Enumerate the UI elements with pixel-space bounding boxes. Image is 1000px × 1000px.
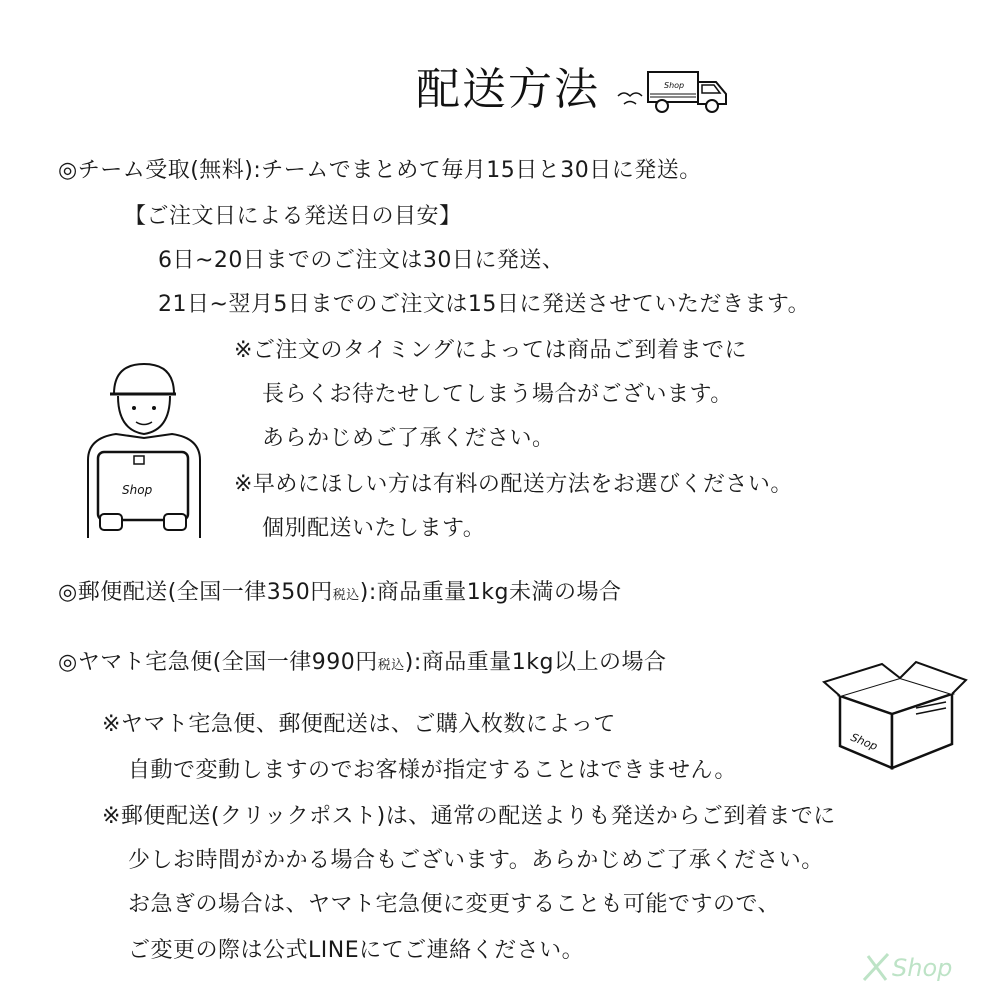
yamato-tax-label: 税込 xyxy=(377,658,405,673)
open-box-icon xyxy=(820,656,970,774)
yamato-delivery-suffix: ):商品重量1kg以上の場合 xyxy=(404,650,667,675)
schedule-subheading: 【ご注文日による発送日の目安】 xyxy=(124,204,462,229)
svg-text:Shop: Shop xyxy=(122,483,153,497)
note-b-line-1: ※郵便配送(クリックポスト)は、通常の配送よりも発送からご到着までに xyxy=(102,804,836,829)
note-b-line-2: 少しお時間がかかる場合もございます。あらかじめご了承ください。 xyxy=(128,848,824,873)
note-b-line-3: お急ぎの場合は、ヤマト宅急便に変更することも可能ですので、 xyxy=(128,892,781,917)
team-note-1c: あらかじめご了承ください。 xyxy=(262,426,555,451)
team-note-1b: 長らくお待たせしてしまう場合がございます。 xyxy=(262,382,733,407)
team-note-2a: ※早めにほしい方は有料の配送方法をお選びください。 xyxy=(234,472,793,497)
yamato-delivery-prefix: ◎ヤマト宅急便(全国一律990円 xyxy=(58,650,378,675)
yamato-delivery-line xyxy=(58,648,667,681)
postal-delivery-prefix: ◎郵便配送(全国一律350円 xyxy=(58,580,333,605)
note-a-line-2: 自動で変動しますのでお客様が指定することはできません。 xyxy=(128,758,737,783)
postal-delivery-suffix: ):商品重量1kg未満の場合 xyxy=(359,580,622,605)
svg-text:Shop: Shop xyxy=(664,81,685,90)
team-pickup-heading: ◎チーム受取(無料):チームでまとめて毎月15日と30日に発送。 xyxy=(58,158,702,183)
xshop-logo xyxy=(858,946,978,986)
team-note-2b: 個別配送いたします。 xyxy=(262,516,486,541)
schedule-line-2: 21日~翌月5日までのご注文は15日に発送させていただきます。 xyxy=(158,292,811,317)
postal-delivery-line xyxy=(58,578,622,611)
delivery-truck-icon xyxy=(614,66,732,116)
note-b-line-4: ご変更の際は公式LINEにてご連絡ください。 xyxy=(128,938,585,963)
schedule-line-1: 6日~20日までのご注文は30日に発送、 xyxy=(158,248,565,273)
note-a-line-1: ※ヤマト宅急便、郵便配送は、ご購入枚数によって xyxy=(102,712,616,737)
xshop-logo-text: Shop xyxy=(892,954,953,982)
team-note-1a: ※ご注文のタイミングによっては商品ご到着までに xyxy=(234,338,748,363)
postal-tax-label: 税込 xyxy=(332,588,360,603)
delivery-worker-icon xyxy=(76,360,206,542)
page-title: 配送方法 xyxy=(416,64,600,115)
svg-text:Shop: Shop xyxy=(848,730,880,754)
